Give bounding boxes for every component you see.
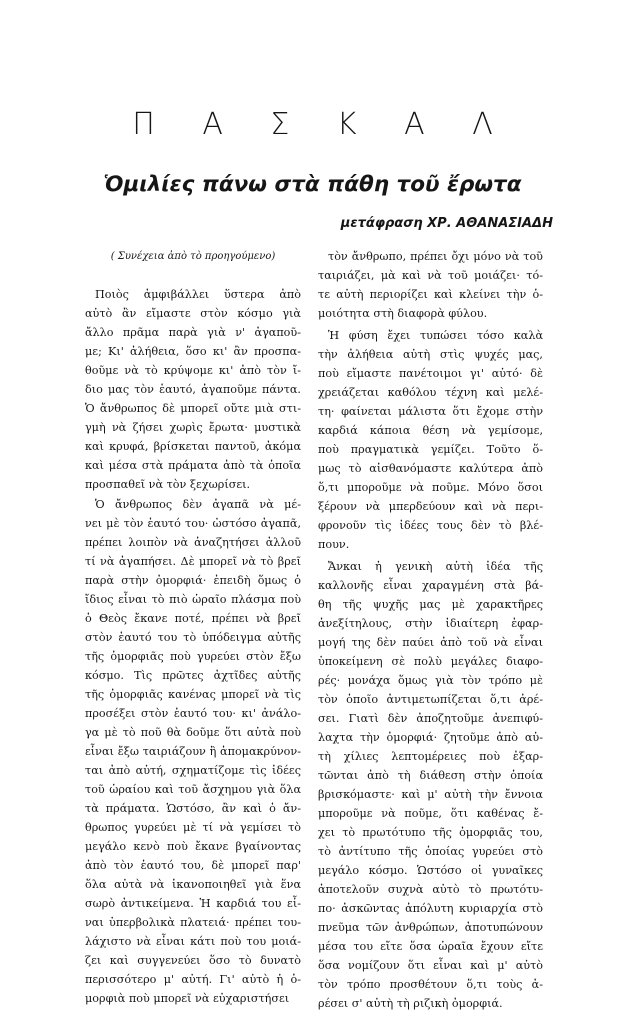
paragraph	[318, 247, 543, 323]
text-line: τῶνται ἀπὸ τὴ διάθεση στὴν ὁποία	[318, 769, 543, 782]
text-line: σει. Γιατὶ δὲν ἀποζητοῦμε ἀνεπιφύ-	[318, 712, 543, 725]
text-line: Ἄνκαι ἡ γενικὴ αὐτὴ ἰδέα τῆς	[328, 560, 543, 573]
text-line: προσέξει στὸν ἑαυτό του· κι' ἀνάλο-	[85, 707, 301, 720]
article-title: Π Α Σ Κ Α Λ	[132, 107, 512, 142]
text-line: κόσμο. Τὶς πρῶτες ἀχτῖδες αὐτῆς	[85, 669, 301, 682]
text-line: ρές· μονάχα ὅμως γιὰ τὸν τρόπο μὲ	[318, 674, 543, 687]
left-paragraphs	[85, 285, 301, 1008]
text-line: τὴ χίλιες λεπτομέρειες ποὺ ἐξαρ-	[318, 750, 543, 763]
text-line: διο μας τὸν ἑαυτό, ἀγαποῦμε πάντα.	[85, 383, 301, 396]
text-column-left	[85, 247, 301, 1008]
text-line: ἄλλο πρᾶμα παρὰ γιὰ ν' ἀγαποῦ-	[85, 326, 301, 339]
text-line: ἀποτελοῦν συχνὰ αὐτὸ τὸ πρωτότυ-	[318, 883, 543, 896]
text-line: τὸν ἄνθρωπο, πρέπει ὄχι μόνο νὰ τοῦ	[328, 250, 543, 263]
text-line: μποροῦμε νὰ ποῦμε, ὅτι καθένας ἔ-	[318, 807, 543, 820]
translator-credit: μετάφραση ΧΡ. ΑΘΑΝΑΣΙΑΔΗ	[340, 216, 553, 231]
text-line: θρωπος γυρεύει μὲ τί νὰ γεμίσει τὸ	[85, 821, 301, 834]
text-line: μέσα του εἴτε ὅσα ὡραῖα ἔχουν εἴτε	[318, 940, 543, 953]
text-line: πνεῦμα τῶν ἀνθρώπων, ἀποτυπώνουν	[318, 921, 543, 934]
text-line: τη· φαίνεται μάλιστα ὅτι ἔχομε στὴν	[318, 405, 543, 418]
text-line: θοῦμε νὰ τὸ κρύψομε κι' ἀπὸ τὸν ἴ-	[85, 364, 301, 377]
text-line: βρισκόμαστε· καὶ μ' αὐτὴ τὴν ἔννοια	[318, 788, 543, 801]
text-line: με; Κι' ἀλήθεια, ὅσο κι' ἂν προσπα-	[85, 345, 301, 358]
text-line: τοῦ ὡραίου καὶ τοῦ ἄσχημου γιὰ ὅλα	[85, 783, 301, 796]
paragraph	[318, 557, 543, 1013]
text-line: πουν.	[318, 538, 350, 551]
text-line: ται ἀπὸ αὐτή, σχηματίζομε τὶς ἰδέες	[85, 764, 301, 777]
text-line: ὁ Θεὸς ἔκανε ποτέ, πρέπει νὰ βρεῖ	[85, 612, 301, 625]
text-line: Ὁ ἄνθρωπος δὲ μπορεῖ οὔτε μιὰ στι-	[85, 402, 301, 415]
text-line: ξέρουν νὰ μπερδεύουν καὶ νὰ περι-	[318, 500, 543, 513]
text-line: ὅ,τι μποροῦμε νὰ ποῦμε. Μόνο ὅσοι	[318, 481, 543, 494]
text-line: τὸν ὁποῖο ἀντιμετωπίζεται ὅ,τι ἀρέ-	[318, 693, 543, 706]
text-line: φρονοῦν τὶς ἰδέες τους δὲν τὸ βλέ-	[318, 519, 543, 532]
paragraph	[85, 495, 301, 1008]
text-line: Ποιὸς ἀμφιβάλλει ὕστερα ἀπὸ	[95, 288, 301, 301]
text-column-right	[318, 247, 543, 1013]
text-line: τῆς ὀμορφιᾶς ποὺ γυρεύει στὸν ἔξω	[85, 650, 301, 663]
text-line: εἶναι ἔξω ταιριάζουν ἢ ἀπομακρύνον-	[85, 745, 301, 758]
text-line: γμὴ νὰ ζήσει χωρὶς ἔρωτα· μυστικὰ	[85, 421, 301, 434]
text-line: ὅσα νομίζουν ὅτι εἶναι καὶ μ' αὐτὸ	[318, 959, 543, 972]
article-subtitle: Ὁμιλίες πάνω στὰ πάθη τοῦ ἔρωτα	[103, 172, 522, 197]
text-line: σωρὸ ἀντικείμενα. Ἡ καρδιά του εἶ-	[85, 897, 301, 910]
text-line: τὸ ἀντίτυπο τῆς ὁποίας γυρεύει στὸ	[318, 845, 543, 858]
text-line: τὴν ἀλήθεια αὐτὴ στὶς ψυχές μας,	[318, 348, 543, 361]
text-line: καὶ κρυφά, βρίσκεται παντοῦ, ἀκόμα	[85, 440, 301, 453]
text-line: προσπαθεῖ νὰ τὸν ξεχωρίσει.	[85, 478, 251, 491]
text-line: Ἡ φύση ἔχει τυπώσει τόσο καλὰ	[328, 329, 543, 342]
text-line: πρέπει λοιπὸν νὰ ἀναζητήσει ἀλλοῦ	[85, 536, 301, 549]
text-line: ὑποκείμενη σὲ πολὺ μεγάλες διαφο-	[318, 655, 543, 668]
text-line: χρειάζεται καθόλου τέχνη καὶ μελέ-	[318, 386, 543, 399]
text-line: τὰ πράματα. Ὡστόσο, ἂν καὶ ὁ ἄν-	[85, 802, 301, 815]
text-line: ναι ὑπερβολικὰ πλατειά· πρέπει του-	[85, 916, 301, 929]
text-line: μως τὸ αἰσθανόμαστε καλύτερα ἀπὸ	[318, 462, 543, 475]
text-line: μογή της δὲν παύει ἀπὸ τοῦ νὰ εἶναι	[318, 636, 543, 649]
text-line: μεγάλο κόσμο. Ὡστόσο οἱ γυναῖκες	[318, 864, 543, 877]
text-line: καλλονῆς εἶναι χαραγμένη στὰ βά-	[318, 579, 543, 592]
text-line: γα μὲ τὸ ποῦ θὰ δοῦμε ὅτι αὐτὰ ποὺ	[85, 726, 301, 739]
text-line: μορφιὰ ποὺ μπορεῖ νὰ εὐχαριστήσει	[85, 992, 290, 1005]
text-line: νει μὲ τὸν ἑαυτό του· ὡστόσο ἀγαπᾶ,	[85, 517, 301, 530]
text-line: ὅλα αὐτὰ νὰ ἱκανοποιηθεῖ γιὰ ἕνα	[85, 878, 301, 891]
text-line: αὐτὸ ἂν εἴμαστε στὸν κόσμο γιὰ	[85, 307, 301, 320]
text-line: ποὺ πραγματικὰ γεμίζει. Τοῦτο ὅ-	[318, 443, 543, 456]
text-line: ἴδιος εἶναι τὸ πιὸ ὡραῖο πλάσμα ποὺ	[85, 593, 301, 606]
text-line: τί νὰ ἀγαπήσει. Δὲ μπορεῖ νὰ τὸ βρεῖ	[85, 555, 301, 568]
text-line: λάχιστο νὰ εἶναι κάτι ποὺ του μοιά-	[85, 935, 301, 948]
text-line: ἀπὸ τὸν ἑαυτό του, δὲ μπορεῖ παρ'	[85, 859, 301, 872]
text-line: τῆς ὀμορφιᾶς κανένας μπορεῖ νὰ τὶς	[85, 688, 301, 701]
paragraph	[85, 285, 301, 494]
text-line: χει τὸ πρωτότυπο τῆς ὀμορφιᾶς του,	[318, 826, 543, 839]
text-line: ταιριάζει, μὰ καὶ νὰ τοῦ μοιάζει· τό-	[318, 269, 543, 282]
text-line: ζει καὶ συγγενεύει ὅσο τὸ δυνατὸ	[85, 954, 301, 967]
text-line: μεγάλο κενὸ ποὺ ἔκανε βγαίνοντας	[85, 840, 301, 853]
text-line: ἀνεξίτηλους, στὴν ἰδιαίτερη ἐφαρ-	[318, 617, 543, 630]
text-line: ποὺ εἴμαστε πανέτοιμοι γι' αὐτό· δὲ	[318, 367, 543, 380]
text-line: μοιότητα στὴ διαφορὰ φύλου.	[318, 307, 488, 320]
text-line: τὸν τρόπο προσθέτουν ὅ,τι τοὺς ἀ-	[318, 978, 543, 991]
text-line: παρὰ στὴν ὀμορφιά· ἐπειδὴ ὅμως ὁ	[85, 574, 301, 587]
text-line: περισσότερο μ' αὐτή. Γι' αὐτὸ ἡ ὀ-	[85, 973, 301, 986]
text-line: καὶ μέσα στὰ πράματα ἀπὸ τὰ ὁποῖα	[85, 459, 301, 472]
text-line: ρέσει σ' αὐτὴ τὴ ριζικὴ ὀμορφιά.	[318, 997, 503, 1010]
text-line: λαχτα τὴν ὀμορφιά· ζητοῦμε ἀπὸ αὐ-	[318, 731, 543, 744]
continuation-note: ( Συνέχεια ἀπὸ τὸ προηγούμενο)	[110, 251, 276, 262]
text-line: πο· ἀσκῶντας ἀπόλυτη κυριαρχία στὸ	[318, 902, 543, 915]
text-line: τε αὐτὴ περιορίζει καὶ κλείνει τὴν ὁ-	[318, 288, 543, 301]
text-line: Ὁ ἄνθρωπος δὲν ἀγαπᾶ νὰ μέ-	[95, 498, 301, 511]
text-line: θη τῆς ψυχῆς μας μὲ χαρακτῆρες	[318, 598, 543, 611]
paragraph	[318, 326, 543, 554]
text-line: καρδιά κάποια θέση νὰ γεμίσομε,	[318, 424, 543, 437]
right-paragraphs	[318, 247, 543, 1013]
text-line: στὸν ἑαυτό του τὸ ὑπόδειγμα αὐτῆς	[85, 631, 301, 644]
